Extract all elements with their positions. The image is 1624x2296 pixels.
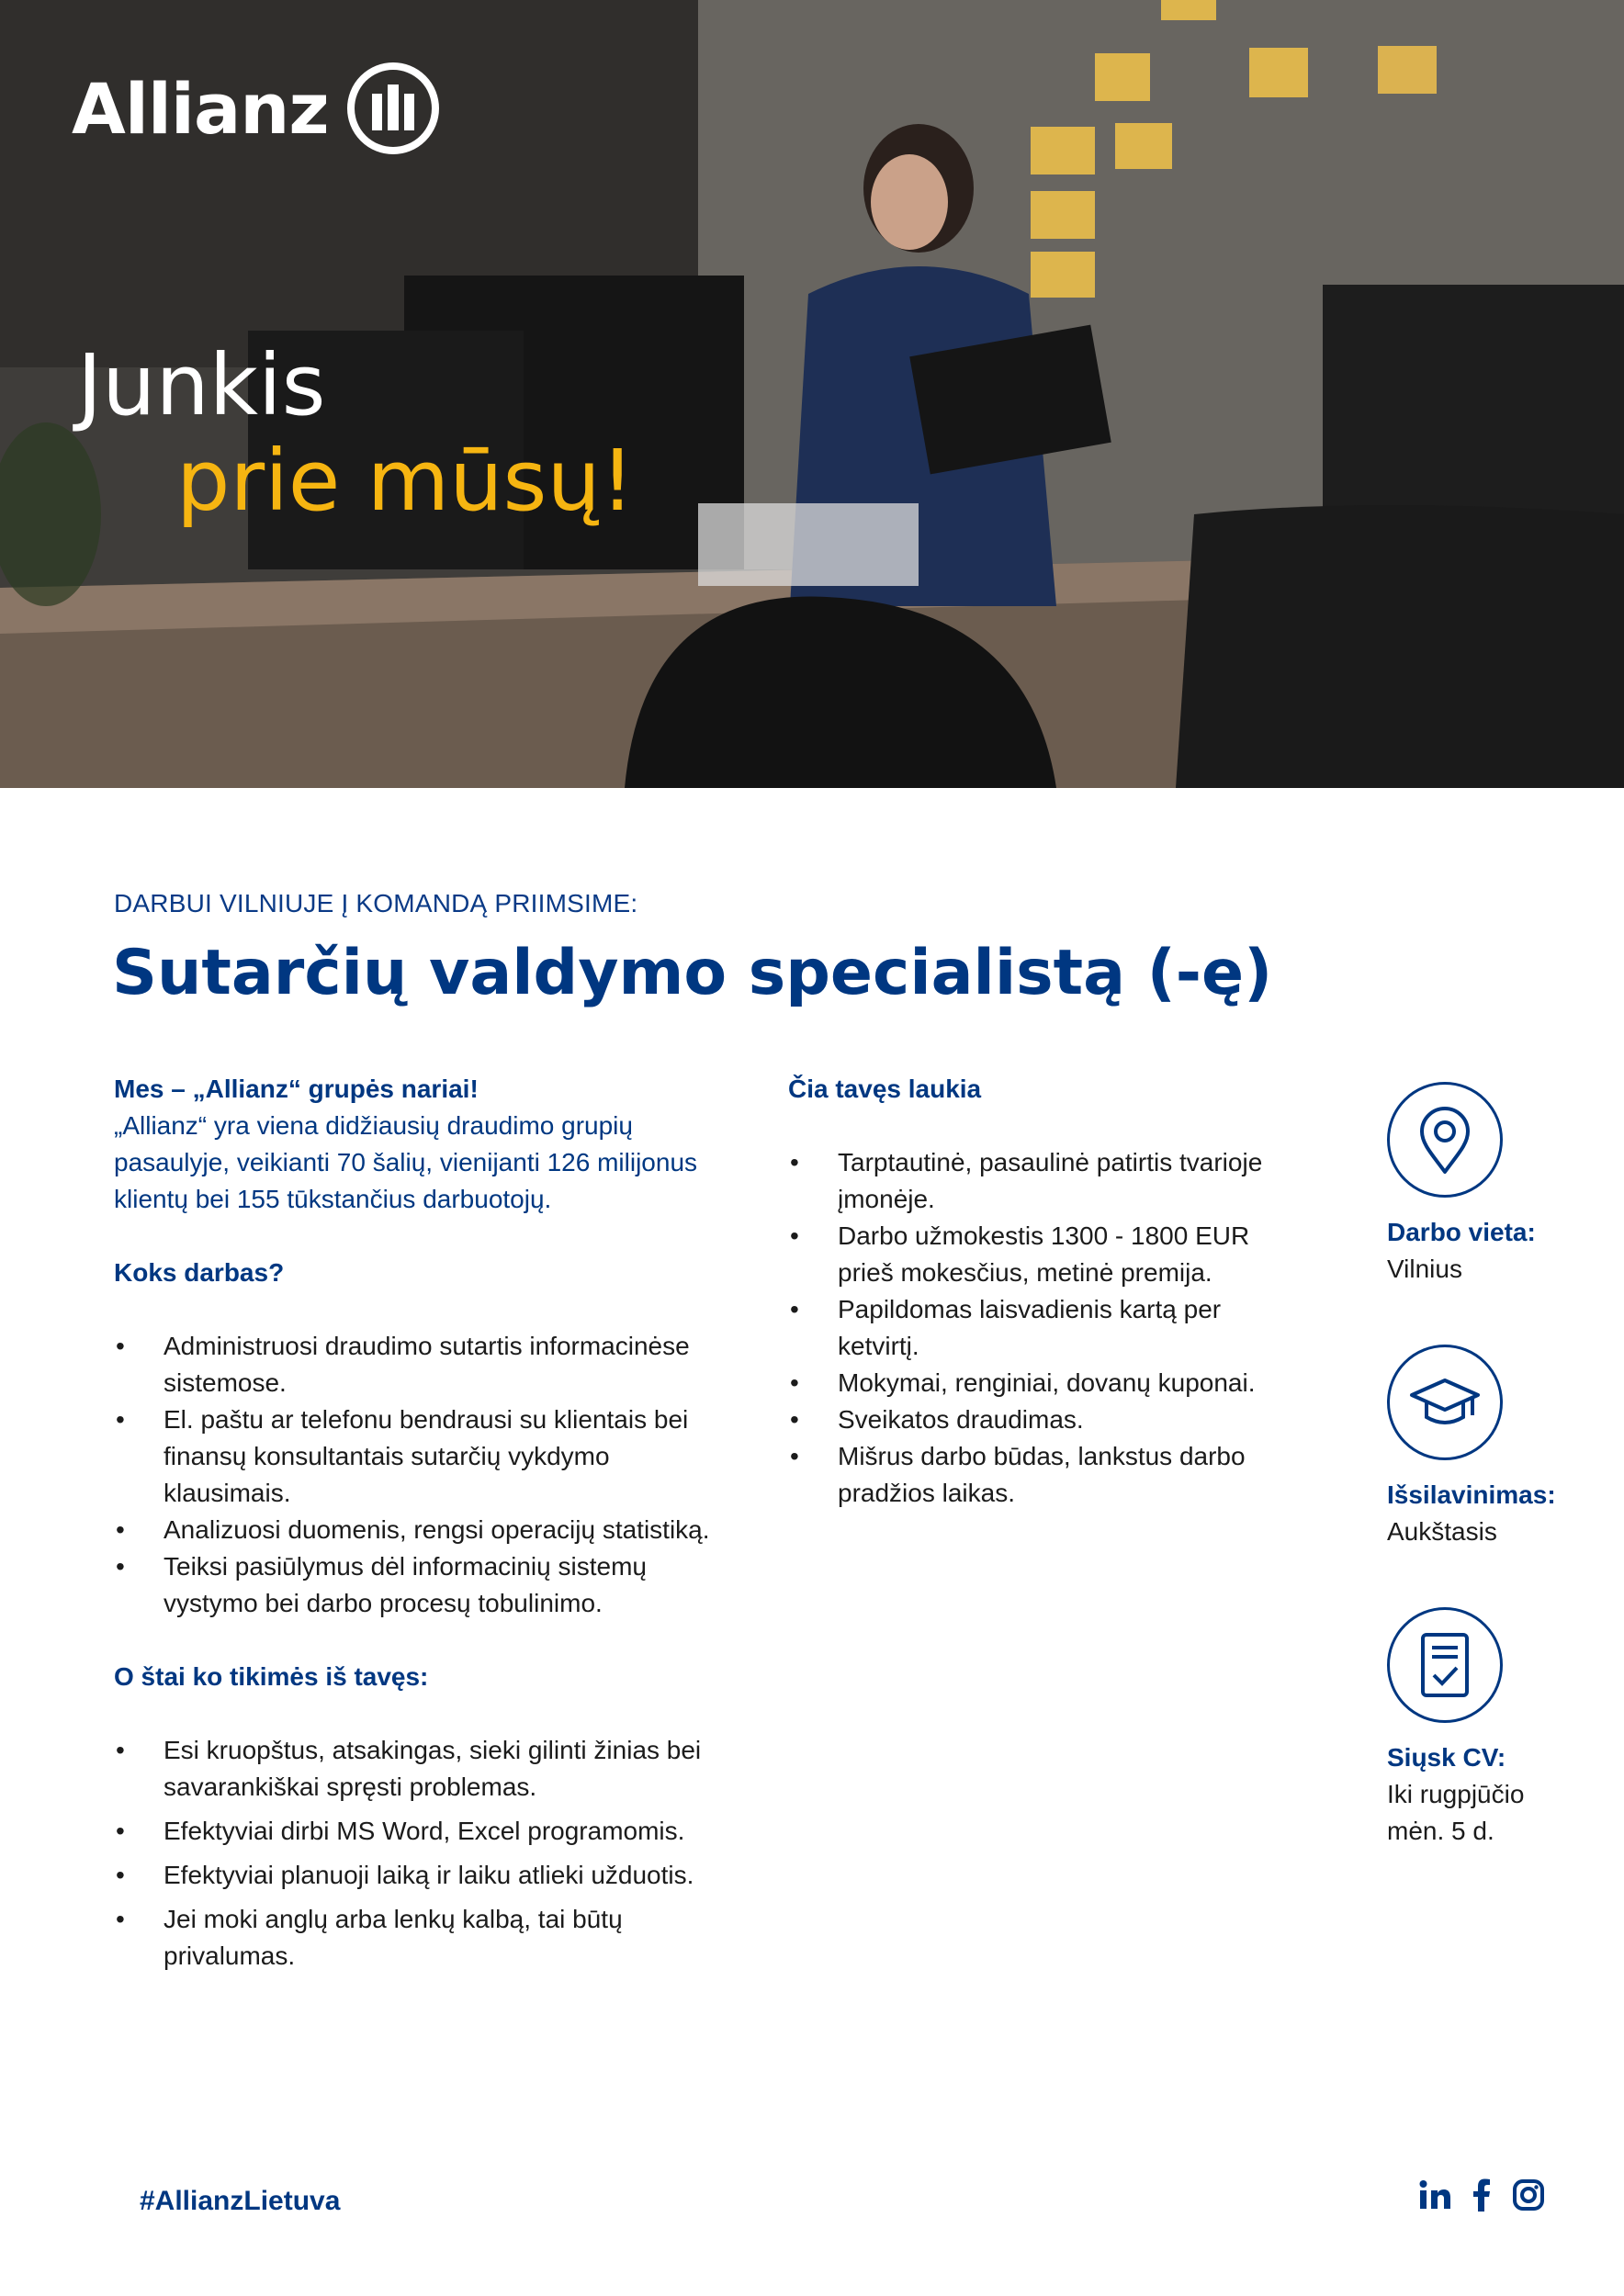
education-value: Aukštasis	[1387, 1517, 1497, 1546]
job-heading: Koks darbas?	[114, 1258, 285, 1287]
requirements-list	[114, 1732, 720, 1975]
list-item: • Administruosi draudimo sutartis informacinėse sistemose.	[114, 1328, 720, 1401]
list-item: • Darbo užmokestis 1300 - 1800 EUR prieš mokesčius, metinė premija.	[788, 1218, 1303, 1291]
graduation-cap-icon	[1387, 1345, 1503, 1460]
location-value: Vilnius	[1387, 1255, 1462, 1283]
middle-column	[788, 1071, 1303, 1512]
brand-name: Allianz	[72, 67, 329, 150]
list-item: • Tarptautinė, pasaulinė patirtis tvarioje įmonėje.	[788, 1144, 1303, 1218]
education-label: Išsilavinimas:	[1387, 1480, 1556, 1509]
allianz-eagle-icon	[345, 61, 441, 156]
left-column	[114, 1071, 720, 1982]
instagram-icon[interactable]	[1512, 2178, 1545, 2212]
job-title: Sutarčių valdymo specialistą (-ę)	[112, 937, 1273, 1009]
hero-title-line2: prie mūsų!	[176, 432, 635, 530]
list-item: • Jei moki anglų arba lenkų kalbą, tai būtų privalumas.	[114, 1901, 720, 1975]
list-item: • Sveikatos draudimas.	[788, 1401, 1303, 1438]
document-check-icon	[1387, 1607, 1503, 1723]
benefits-list	[788, 1144, 1303, 1512]
job-duties-list	[114, 1328, 720, 1622]
location-info	[1387, 1082, 1617, 1288]
about-heading: Mes – „Allianz“ grupės nariai!	[114, 1075, 479, 1103]
list-item: • Analizuosi duomenis, rengsi operacijų statistiką.	[114, 1512, 720, 1548]
list-item: • Mišrus darbo būdas, lankstus darbo pradžios laikas.	[788, 1438, 1303, 1512]
cv-info	[1387, 1607, 1617, 1850]
hero-banner	[0, 0, 1624, 788]
expect-heading: O štai ko tikimės iš tavęs:	[114, 1662, 429, 1691]
list-item: • Mokymai, renginiai, dovanų kuponai.	[788, 1365, 1303, 1401]
location-pin-icon	[1387, 1082, 1503, 1198]
facebook-icon[interactable]	[1472, 2178, 1492, 2212]
list-item: • Esi kruopštus, atsakingas, sieki gilinti žinias bei savarankiškai spręsti problemas.	[114, 1732, 720, 1806]
list-item: • Efektyviai planuoji laiką ir laiku atlieki užduotis.	[114, 1857, 720, 1894]
list-item: • Teiksi pasiūlymus dėl informacinių sistemų vystymo bei darbo procesų tobulinimo.	[114, 1548, 720, 1622]
cv-label: Siųsk CV:	[1387, 1743, 1506, 1772]
social-links	[1418, 2178, 1545, 2212]
list-item: • El. paštu ar telefonu bendrausi su klientais bei finansų konsultantais sutarčių vykdymo klausimais.	[114, 1401, 720, 1512]
list-item: • Papildomas laisvadienis kartą per ketvirtį.	[788, 1291, 1303, 1365]
location-label: Darbo vieta:	[1387, 1218, 1536, 1246]
list-item: • Efektyviai dirbi MS Word, Excel programomis.	[114, 1813, 720, 1850]
allianz-logo	[72, 61, 441, 156]
linkedin-icon[interactable]	[1418, 2179, 1451, 2211]
offer-heading: Čia tavęs laukia	[788, 1075, 982, 1103]
hero-title-line1: Junkis	[77, 336, 326, 434]
cv-deadline: Iki rugpjūčio mėn. 5 d.	[1387, 1780, 1525, 1845]
intro-caption: DARBUI VILNIUJE Į KOMANDĄ PRIIMSIME:	[114, 889, 638, 917]
education-info	[1387, 1345, 1617, 1550]
hashtag: #AllianzLietuva	[140, 2186, 341, 2216]
about-text: „Allianz“ yra viena didžiausių draudimo grupių pasaulyje, veikianti 70 šalių, vienijanti 126 milijonus klientų bei 155 tūkstančius darbuotojų.	[114, 1111, 698, 1213]
